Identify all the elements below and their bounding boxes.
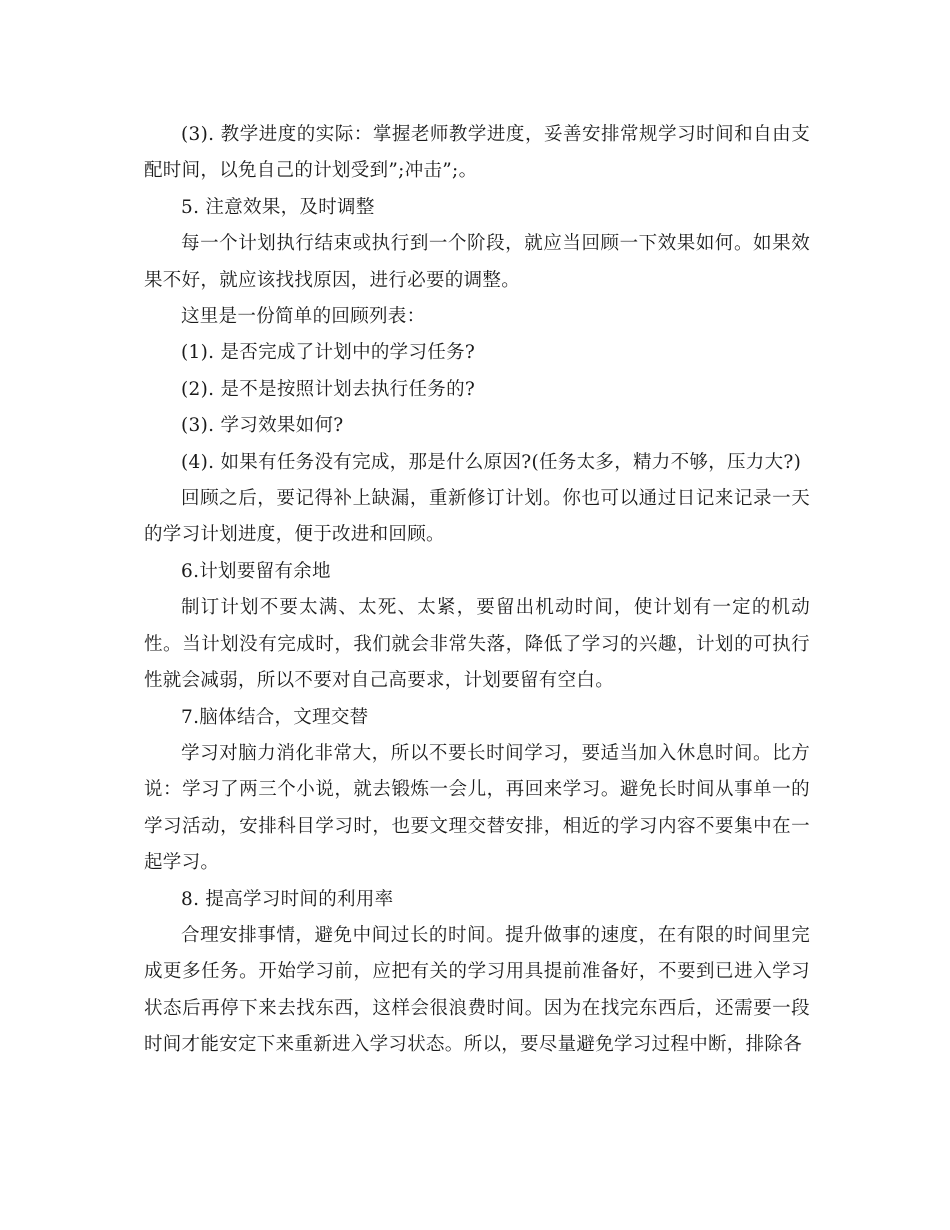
document-body [144, 117, 810, 1064]
body-paragraph: 回顾之后，要记得补上缺漏，重新修订计划。你也可以通过日记来记录一天的学习计划进度，便于改进和回顾。 [144, 488, 810, 546]
body-paragraph: 每一个计划执行结束或执行到一个阶段，就应当回顾一下效果如何。如果效果不好，就应该找找原因，进行必要的调整。 [144, 233, 810, 291]
body-paragraph: 制订计划不要太满、太死、太紧，要留出机动时间，使计划有一定的机动性。当计划没有完成时，我们就会非常失落，降低了学习的兴趣，计划的可执行性就会减弱，所以不要对自己高要求，计划要留有空白。 [144, 597, 810, 692]
section-heading-6: 6.计划要留有余地 [181, 560, 331, 582]
body-paragraph: 学习对脑力消化非常大，所以不要长时间学习，要适当加入休息时间。比方说：学习了两三个小说，就去锻炼一会儿，再回来学习。避免长时间从事单一的学习活动，安排科目学习时，也要文理交替安排，相近的学习内容不要集中在一起学习。 [144, 742, 810, 874]
list-item-review-2: (2). 是不是按照计划去执行任务的? [181, 378, 476, 400]
section-heading-5: 5. 注意效果，及时调整 [181, 196, 375, 218]
list-item-review-4: (4). 如果有任务没有完成，那是什么原因?(任务太多，精力不够，压力大?) [181, 451, 802, 473]
section-heading-8: 8. 提高学习时间的利用率 [181, 888, 394, 910]
section-heading-7: 7.脑体结合，文理交替 [181, 706, 369, 728]
list-item-review-3: (3). 学习效果如何? [181, 415, 344, 437]
body-paragraph: 合理安排事情，避免中间过长的时间。提升做事的速度，在有限的时间里完成更多任务。开始学习前，应把有关的学习用具提前准备好，不要到已进入学习状态后再停下来去找东西，这样会很浪费时间。因为在找完东西后，还需要一段时间才能安定下来重新进入学习状态。所以，要尽量避免学习过程中断，排除各 [144, 924, 810, 1056]
body-paragraph: 这里是一份简单的回顾列表： [181, 306, 426, 328]
list-item-teaching-progress: (3). 教学进度的实际：掌握老师教学进度，妥善安排常规学习时间和自由支配时间，以免自己的计划受到”;冲击”;。 [144, 124, 810, 182]
list-item-review-1: (1). 是否完成了计划中的学习任务? [181, 342, 476, 364]
